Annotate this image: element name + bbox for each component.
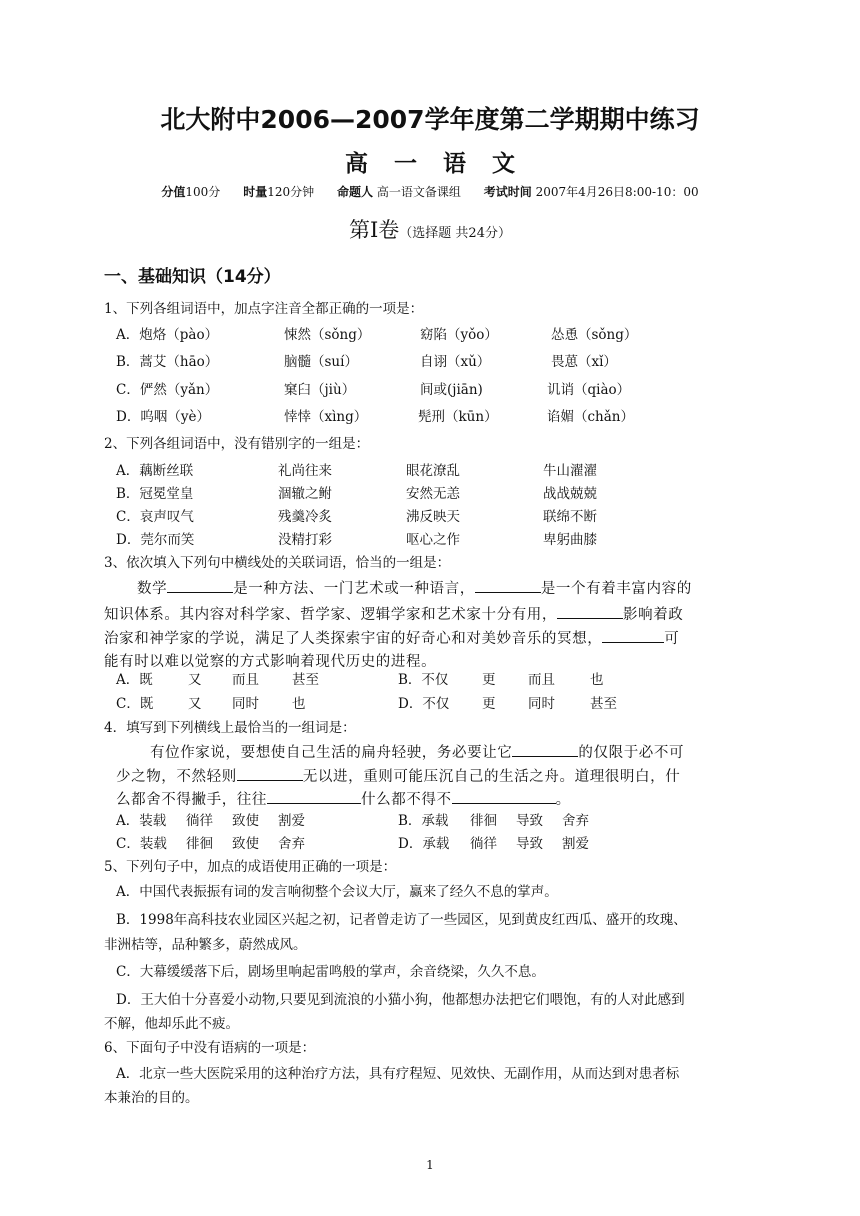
question-5-option-d: D．王大伯十分喜爱小动物,只要见到流浪的小猫小狗，他都想办法把它们喂饱，有的人对此感到: [116, 992, 685, 1008]
passage-line: [104, 603, 683, 624]
option-item: 自诩（xǔ）: [420, 354, 491, 370]
option-item: 礼尚往来: [278, 463, 332, 479]
time-value: 120分钟: [267, 185, 315, 199]
option-item: 悻悻（xìng）: [284, 409, 368, 425]
option-item: 卑躬曲膝: [543, 532, 597, 548]
passage-text: 是一个有着丰富内容的: [540, 581, 692, 597]
option-item: B．不仅: [398, 672, 449, 688]
option-item: 也: [590, 672, 604, 688]
option-item: 致使: [232, 836, 259, 852]
question-3-stem: 3、依次填入下列句中横线处的关联词语，恰当的一组是：: [104, 555, 451, 571]
option-item: 同时: [528, 696, 555, 712]
question-2-stem: 2、下列各组词语中，没有错别字的一组是：: [104, 436, 370, 452]
passage-text: 可: [664, 631, 680, 647]
option-item: A．藕断丝联: [116, 463, 194, 479]
passage-text: 治家和神学家的学说，满足了人类探索宇宙的好奇心和对美妙音乐的冥想，: [104, 631, 603, 647]
score-label: 分值: [161, 185, 186, 199]
option-item: 畏葸（xǐ）: [551, 354, 617, 370]
page-number: 1: [426, 1158, 434, 1172]
option-item: 而且: [232, 672, 259, 688]
option-item: B．冠冕堂皇: [116, 486, 194, 502]
question-6-stem: 6、下面句子中没有语病的一项是：: [104, 1040, 316, 1056]
option-item: C．装载: [116, 836, 167, 852]
score-value: 100分: [185, 185, 221, 199]
fill-blank: [267, 789, 361, 804]
option-item: 残羹冷炙: [278, 509, 332, 525]
option-item: 割爱: [278, 813, 305, 829]
question-5-option-d-cont: 不解，他却乐此不疲。: [104, 1016, 239, 1032]
option-item: 甚至: [590, 696, 617, 712]
passage-text: 少之物，不然轻则: [116, 769, 237, 785]
author-label: 命题人: [337, 185, 374, 199]
option-item: 又: [188, 696, 202, 712]
option-item: C．俨然（yǎn）: [116, 382, 219, 398]
option-item: 沸反映天: [406, 509, 460, 525]
fill-blank: [557, 604, 623, 619]
passage-line: [150, 741, 684, 762]
passage-text: 的仅限于必不可: [578, 745, 685, 761]
option-item: 舍弃: [562, 813, 589, 829]
passage-text: 有位作家说，要想使自己生活的扁舟轻驶，务必要让它: [150, 745, 513, 761]
option-item: 更: [482, 696, 496, 712]
volume-heading: [0, 214, 860, 244]
option-item: 而且: [528, 672, 555, 688]
option-item: 没精打彩: [278, 532, 332, 548]
option-item: 怂恿（sǒng）: [551, 327, 638, 343]
volume-label: 第Ⅰ卷: [349, 218, 400, 242]
option-item: 舍弃: [278, 836, 305, 852]
option-item: B．蒿艾（hāo）: [116, 354, 219, 370]
option-item: B．承载: [398, 813, 449, 829]
passage-text: 知识体系。其内容对科学家、哲学家、逻辑学家和艺术家十分有用，: [104, 607, 557, 623]
passage-text: 无以进，重则可能压沉自己的生活之舟。道理很明白，什: [302, 769, 681, 785]
option-item: C．哀声叹气: [116, 509, 194, 525]
option-item: 徘徊: [186, 836, 213, 852]
option-item: A．既: [116, 672, 153, 688]
option-item: 髡刑（kūn）: [418, 409, 498, 425]
exam-title: 北大附中2006—2007学年度第二学期期中练习: [160, 105, 700, 134]
option-item: 甚至: [292, 672, 319, 688]
option-item: A．装载: [116, 813, 167, 829]
option-item: 徜徉: [470, 836, 497, 852]
option-item: D．呜咽（yè）: [116, 409, 210, 425]
passage-text: 是一种方法、一门艺术或一种语言，: [233, 581, 475, 597]
option-item: 悚然（sǒng）: [284, 327, 371, 343]
passage-text: 。: [555, 792, 571, 808]
option-item: 讥诮（qiào）: [547, 382, 631, 398]
question-4-stem: 4．填写到下列横线上最恰当的一组词是：: [104, 720, 356, 736]
option-item: C．既: [116, 696, 154, 712]
option-item: 眼花潦乱: [406, 463, 460, 479]
option-item: 徘徊: [470, 813, 497, 829]
question-5-option-a: A．中国代表振振有词的发言响彻整个会议大厅，赢来了经久不息的掌声。: [116, 884, 558, 900]
option-item: 导致: [516, 836, 543, 852]
passage-text: 什么都不得不: [361, 792, 452, 808]
option-item: 也: [292, 696, 306, 712]
option-item: 安然无恙: [406, 486, 460, 502]
question-5-option-b: B．1998年高科技农业园区兴起之初，记者曾走访了一些园区，见到黄皮红西瓜、盛开的玫瑰、: [116, 912, 687, 928]
question-6-option-a-cont: 本兼治的目的。: [104, 1090, 199, 1106]
passage-line: [137, 577, 692, 598]
option-item: 谄媚（chǎn）: [547, 409, 634, 425]
author-value: 高一语文备课组: [376, 185, 461, 199]
exam-meta: [0, 183, 860, 200]
date-value: 2007年4月26日8:00-10：00: [535, 185, 699, 199]
option-item: 割爱: [562, 836, 589, 852]
time-label: 时量: [243, 185, 268, 199]
option-item: 更: [482, 672, 496, 688]
question-5-option-c: C．大幕缓缓落下后，剧场里响起雷鸣般的掌声，余音绕梁，久久不息。: [116, 964, 545, 980]
passage-text: 影响着政: [623, 607, 684, 623]
option-item: A．炮烙（pào）: [116, 327, 219, 343]
fill-blank: [452, 789, 556, 804]
section-heading: 一、基础知识（14分）: [104, 267, 281, 287]
option-item: 脑髓（suí）: [284, 354, 358, 370]
volume-note: （选择题 共24分）: [399, 226, 511, 241]
fill-blank: [475, 578, 541, 593]
passage-line: [104, 627, 679, 648]
option-item: D．莞尔而笑: [116, 532, 195, 548]
option-item: 窠臼（jiù）: [284, 382, 356, 398]
fill-blank: [167, 578, 233, 593]
option-item: D．承载: [398, 836, 450, 852]
passage-line: [116, 788, 571, 809]
fill-blank: [237, 766, 303, 781]
passage-line: 能有时以难以觉察的方式影响着现代历史的进程。: [104, 654, 437, 670]
fill-blank: [512, 742, 578, 757]
option-item: 徜徉: [186, 813, 213, 829]
fill-blank: [602, 628, 664, 643]
question-5-option-b-cont: 非洲桔等，品种繁多，蔚然成风。: [104, 937, 307, 953]
date-label: 考试时间: [483, 185, 532, 199]
exam-subject: 高一语文: [345, 151, 541, 177]
option-item: 致使: [232, 813, 259, 829]
option-item: 窈陷（yǒo）: [420, 327, 498, 343]
option-item: 呕心之作: [406, 532, 460, 548]
option-item: 牛山濯濯: [543, 463, 597, 479]
passage-line: [116, 765, 680, 786]
option-item: 联绵不断: [543, 509, 597, 525]
passage-text: 数学: [137, 581, 168, 597]
passage-text: 么都舍不得撇手，往往: [116, 792, 267, 808]
option-item: 战战兢兢: [543, 486, 597, 502]
option-item: 又: [188, 672, 202, 688]
option-item: 导致: [516, 813, 543, 829]
option-item: D．不仅: [398, 696, 450, 712]
option-item: 间或(jiān): [420, 382, 483, 398]
option-item: 涸辙之鲋: [278, 486, 332, 502]
option-item: 同时: [232, 696, 259, 712]
question-1-stem: 1、下列各组词语中，加点字注音全都正确的一项是：: [104, 301, 424, 317]
question-5-stem: 5、下列句子中，加点的成语使用正确的一项是：: [104, 859, 397, 875]
question-6-option-a: A．北京一些大医院采用的这种治疗方法，具有疗程短、见效快、无副作用，从而达到对患者标: [116, 1066, 680, 1082]
